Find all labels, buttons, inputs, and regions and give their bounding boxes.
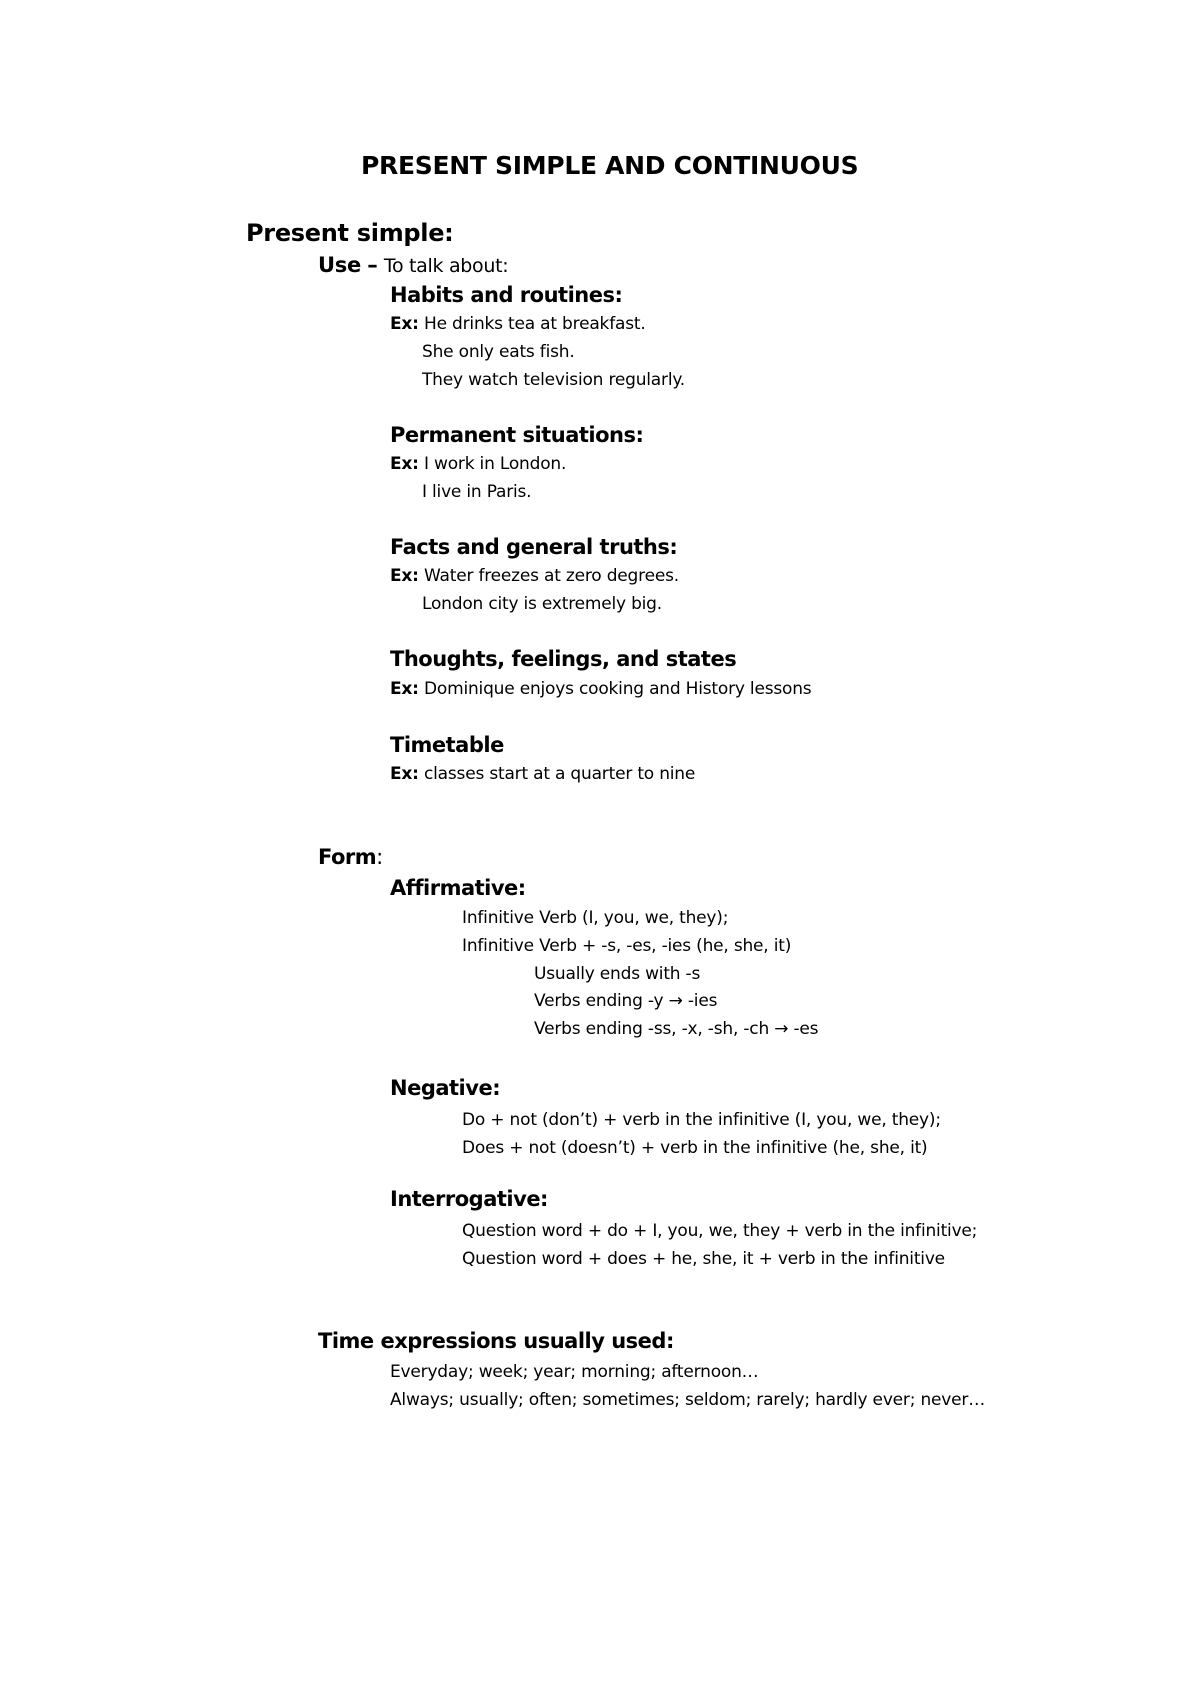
example-text: Dominique enjoys cooking and History lessons: [424, 679, 812, 699]
negative-line: Does + not (doesn’t) + verb in the infinitive (he, she, it): [462, 1138, 928, 1158]
affirmative-rule: Usually ends with -s: [534, 964, 701, 984]
example-text: She only eats fish.: [422, 342, 575, 362]
use-heading: [318, 255, 508, 276]
example-text: classes start at a quarter to nine: [424, 764, 696, 784]
affirmative-line: Infinitive Verb + -s, -es, -ies (he, she, it): [462, 936, 792, 956]
affirmative-line: Infinitive Verb (I, you, we, they);: [462, 908, 729, 928]
use-heading-thoughts: Thoughts, feelings, and states: [390, 647, 737, 671]
ex-label: Ex:: [390, 454, 419, 474]
use-heading-habits: Habits and routines:: [390, 283, 623, 307]
affirmative-rule: Verbs ending -y → -ies: [534, 991, 718, 1011]
example-line: [390, 568, 679, 585]
example-line: [390, 766, 695, 783]
example-text: He drinks tea at breakfast.: [424, 314, 646, 334]
ex-label: Ex:: [390, 679, 419, 699]
form-colon: :: [376, 845, 383, 869]
interrogative-line: Question word + do + I, you, we, they + verb in the infinitive;: [462, 1221, 978, 1241]
time-expressions-line: Everyday; week; year; morning; afternoon…: [390, 1362, 759, 1382]
affirmative-heading: Affirmative:: [390, 876, 526, 900]
form-label: Form: [318, 845, 377, 869]
interrogative-heading: Interrogative:: [390, 1187, 548, 1211]
ex-label: Ex:: [390, 314, 419, 334]
interrogative-line: Question word + does + he, she, it + verb in the infinitive: [462, 1249, 945, 1269]
use-label: Use: [318, 253, 361, 277]
example-text: I work in London.: [424, 454, 567, 474]
use-heading-timetable: Timetable: [390, 733, 504, 757]
use-dash: –: [367, 253, 378, 277]
example-text: They watch television regularly.: [422, 370, 685, 390]
time-expressions-line: Always; usually; often; sometimes; seldom; rarely; hardly ever; never…: [390, 1390, 985, 1410]
example-line: [390, 316, 646, 333]
use-intro: To talk about:: [383, 255, 509, 277]
example-text: London city is extremely big.: [422, 594, 662, 614]
document-title: PRESENT SIMPLE AND CONTINUOUS: [361, 151, 859, 180]
time-expressions-heading: Time expressions usually used:: [318, 1329, 674, 1353]
ex-label: Ex:: [390, 764, 419, 784]
ex-label: Ex:: [390, 566, 419, 586]
example-text: Water freezes at zero degrees.: [424, 566, 679, 586]
form-heading: [318, 847, 383, 868]
section-heading: Present simple:: [246, 219, 454, 247]
example-line: [390, 681, 811, 698]
use-heading-permanent: Permanent situations:: [390, 423, 644, 447]
example-line: [390, 456, 566, 473]
negative-line: Do + not (don’t) + verb in the infinitive (I, you, we, they);: [462, 1110, 941, 1130]
use-heading-facts: Facts and general truths:: [390, 535, 678, 559]
affirmative-rule: Verbs ending -ss, -x, -sh, -ch → -es: [534, 1019, 819, 1039]
example-text: I live in Paris.: [422, 482, 532, 502]
negative-heading: Negative:: [390, 1076, 501, 1100]
